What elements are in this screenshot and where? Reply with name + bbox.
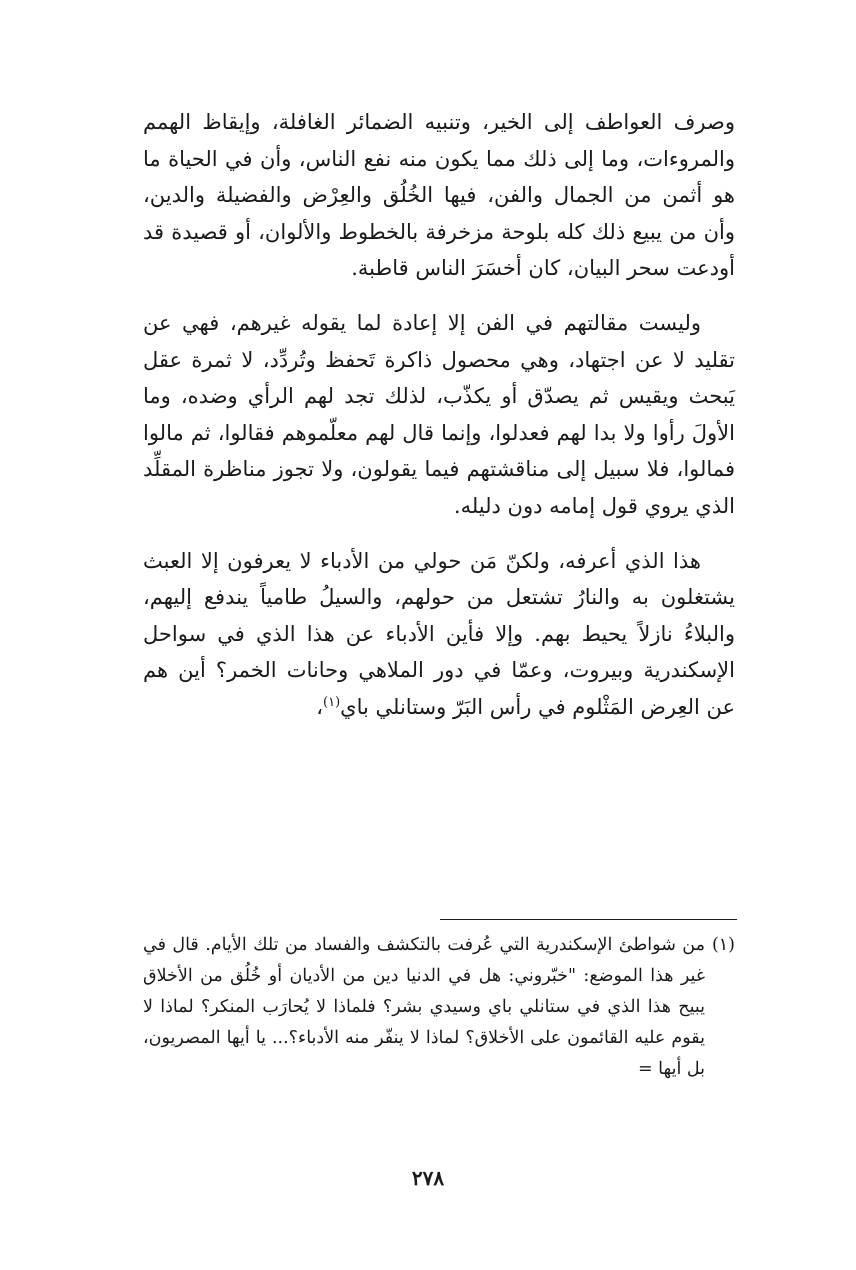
footnote-text: من شواطئ الإسكندرية التي عُرفت بالتكشف والفساد من تلك الأيام. قال في غير هذا الموضع: "خبّروني: هل في الدنيا دين من الأديان أو خُلُق من الأخلاق يبيح هذا الذي في ستانلي باي وسيدي بشر؟ فلماذا لا يُحارَب المنكر؟ لماذا لا يقوم عليه القائمون على الأخلاق؟ لماذا لا ينفّر منه الأدباء؟... يا أيها المصريون، بل أيها =	[143, 935, 705, 1079]
footnote-number: (١)	[711, 935, 735, 955]
page-number: ٢٧٨	[411, 1166, 445, 1190]
paragraph-3-end: ،	[316, 694, 323, 719]
footnote-divider	[440, 919, 737, 920]
paragraph-3-text: هذا الذي أعرفه، ولكنّ مَن حولي من الأدباء لا يعرفون إلا العبث يشتغلون به والنارُ تشتعل من حولهم، والسيلُ طامياً يندفع إليهم، والبلاءُ نازلاً يحيط بهم. وإلا فأين الأدباء عن هذا الذي في سواحل الإسكندرية وبيروت، وعمّا في دور الملاهي وحانات الخمر؟ أين هم عن العِرض المَثْلوم في رأس البَرّ وستانلي باي	[143, 548, 735, 719]
paragraph-3	[143, 543, 735, 726]
footnote-reference[interactable]: (١)	[323, 694, 341, 710]
paragraph-1: وصرف العواطف إلى الخير، وتنبيه الضمائر الغافلة، وإيقاظ الهمم والمروءات، وما إلى ذلك مما يكون منه نفع الناس، وأن في الحياة ما هو أثمن من الجمال والفن، فيها الخُلُق والعِرْض والفضيلة والدين، وأن من يبيع ذلك كله بلوحة مزخرفة بالخطوط والألوان، أو قصيدة قد أودعت سحر البيان، كان أخسَرَ الناس قاطبة.	[143, 110, 735, 281]
main-text	[143, 104, 735, 744]
footnote	[143, 930, 735, 1085]
paragraph-2: وليست مقالتهم في الفن إلا إعادة لما يقوله غيرهم، فهي عن تقليد لا عن اجتهاد، وهي محصول ذاكرة تَحفظ وتُردِّد، لا ثمرة عقل يَبحث ويقيس ثم يصدّق أو يكذّب، لذلك تجد لهم الرأي وضده، وما الأولَ رأوا ولا بدا لهم فعدلوا، وإنما قال لهم معلّموهم فقالوا، ثم مالوا فمالوا، فلا سبيل إلى مناقشتهم فيما يقولون، ولا تجوز مناظرة المقلِّد الذي يروي قول إمامه دون دليله.	[143, 310, 735, 518]
